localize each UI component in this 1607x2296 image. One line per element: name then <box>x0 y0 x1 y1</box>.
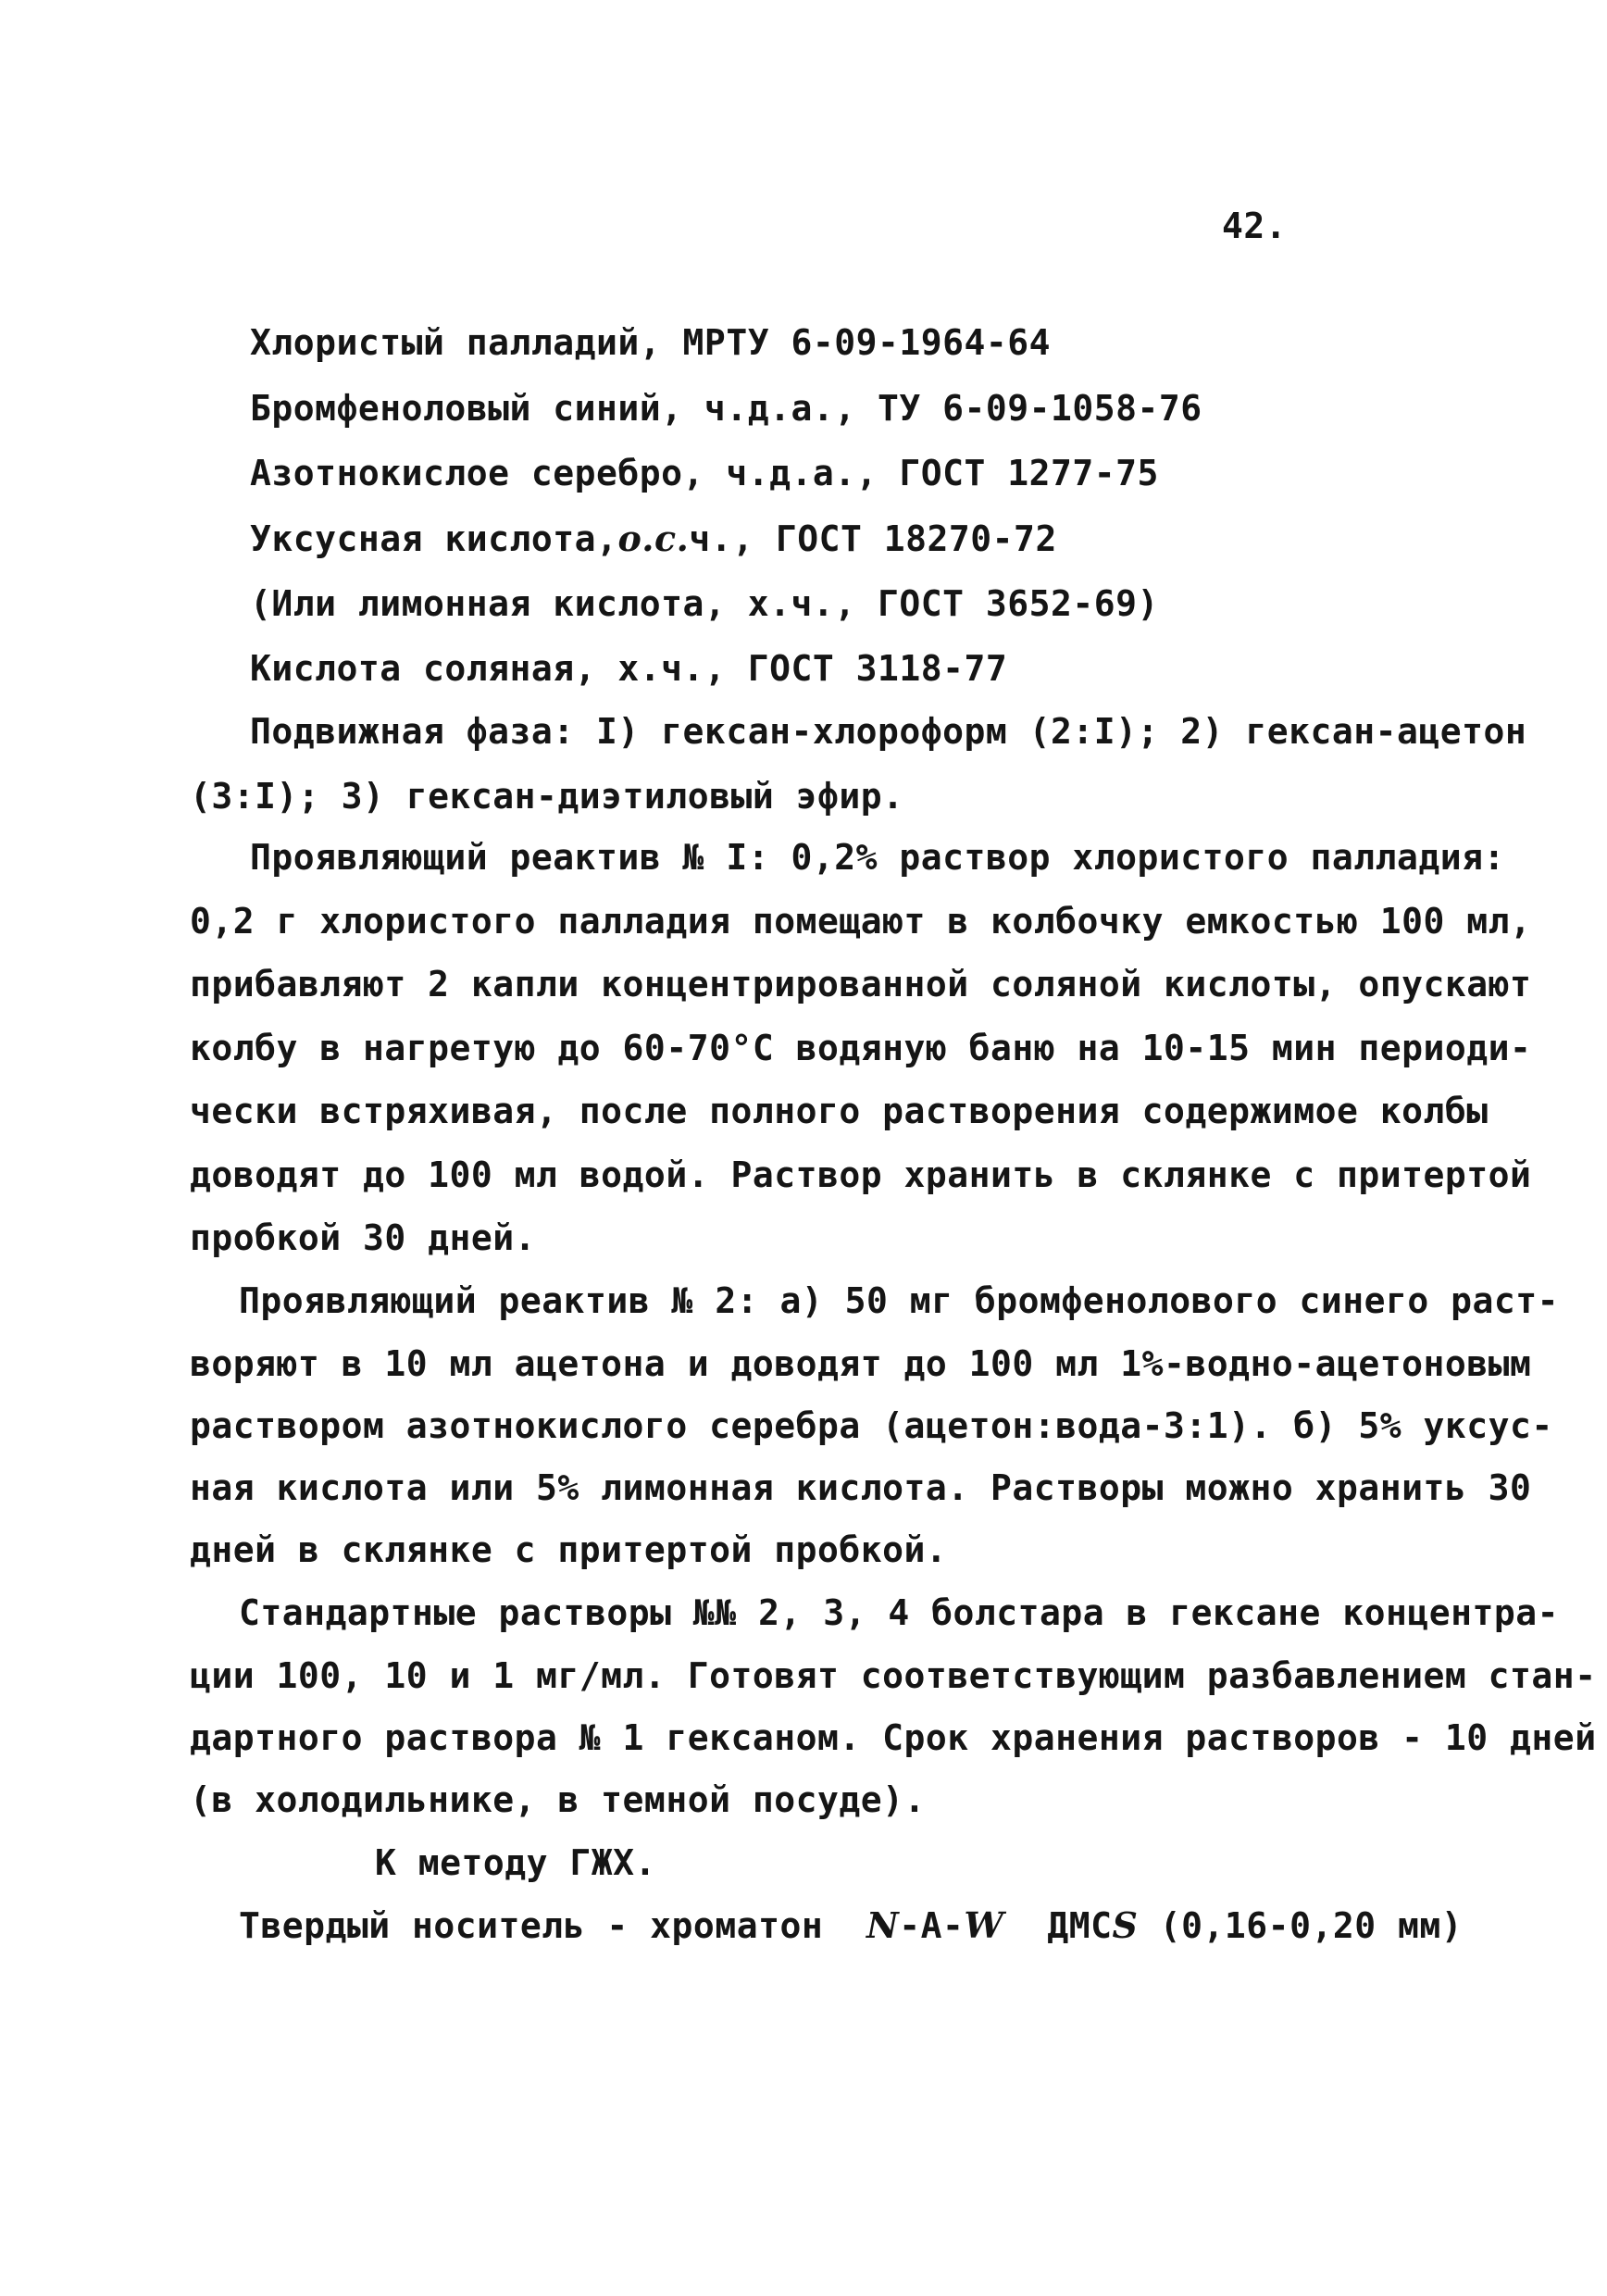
handwritten-grade: о.с. <box>617 518 690 559</box>
text-line: (3:I); 3) гексан-диэтиловый эфир. <box>190 776 904 817</box>
text-line: воряют в 10 мл ацетона и доводят до 100 мл 1%-водно-ацетоновым <box>190 1343 1532 1384</box>
carrier-text: (0,16-0,20 мм) <box>1159 1905 1464 1946</box>
text-line: доводят до 100 мл водой. Раствор хранить в склянке с притертой <box>190 1154 1532 1195</box>
acetic-acid-text-end: ч., ГОСТ 18270-72 <box>689 518 1057 559</box>
reagent-line: Хлористый палладий, МРТУ 6-09-1964-64 <box>250 322 1051 363</box>
text-line: ции 100, 10 и 1 мг/мл. Готовят соответствующим разбавлением стан- <box>190 1655 1597 1696</box>
handwritten-w: W <box>964 1904 1004 1946</box>
reagent-line: Азотнокислое серебро, ч.д.а., ГОСТ 1277-75 <box>250 453 1159 493</box>
text-line: Стандартные растворы №№ 2, 3, 4 болстара в гексане концентра- <box>239 1592 1560 1633</box>
carrier-text: Твердый носитель - хроматон <box>239 1905 824 1946</box>
text-line: Проявляющий реактив № 2: а) 50 мг бромфенолового синего раст- <box>239 1280 1560 1321</box>
section-heading-gc: К методу ГЖХ. <box>375 1842 656 1883</box>
text-line: Проявляющий реактив № I: 0,2% раствор хлористого палладия: <box>250 837 1505 878</box>
acetic-acid-text: Уксусная кислота, <box>250 518 618 559</box>
text-line: дартного раствора № 1 гексаном. Срок хранения растворов - 10 дней <box>190 1717 1597 1758</box>
carrier-text: -A- <box>899 1905 965 1946</box>
reagent-line: (Или лимонная кислота, х.ч., ГОСТ 3652-69) <box>250 583 1159 624</box>
handwritten-n: N <box>866 1904 900 1946</box>
reagent-line: Бромфеноловый синий, ч.д.а., ТУ 6-09-1058-76 <box>250 388 1202 429</box>
page-number: 42. <box>1222 206 1288 246</box>
text-line: Подвижная фаза: I) гексан-хлороформ (2:I); 2) гексан-ацетон <box>250 711 1527 752</box>
text-line: чески встряхивая, после полного растворения содержимое колбы <box>190 1091 1489 1131</box>
text-line: прибавляют 2 капли концентрированной соляной кислоты, опускают <box>190 964 1532 1004</box>
text-line: раствором азотнокислого серебра (ацетон:вода-3:1). б) 5% уксус- <box>190 1405 1553 1446</box>
text-line: (в холодильнике, в темной посуде). <box>190 1779 926 1820</box>
text-line: 0,2 г хлористого палладия помещают в колбочку емкостью 100 мл, <box>190 901 1532 942</box>
handwritten-s: S <box>1112 1904 1139 1946</box>
text-line: пробкой 30 дней. <box>190 1217 537 1258</box>
reagent-line: Кислота соляная, х.ч., ГОСТ 3118-77 <box>250 648 1008 689</box>
text-line: колбу в нагретую до 60-70°C водяную баню на 10-15 мин периоди- <box>190 1028 1532 1068</box>
carrier-line <box>239 1903 1463 1948</box>
reagent-line-acetic-acid <box>250 517 1057 561</box>
text-line: дней в склянке с притертой пробкой. <box>190 1529 948 1570</box>
text-line: ная кислота или 5% лимонная кислота. Растворы можно хранить 30 <box>190 1467 1532 1508</box>
carrier-text: ДМС <box>1047 1905 1113 1946</box>
